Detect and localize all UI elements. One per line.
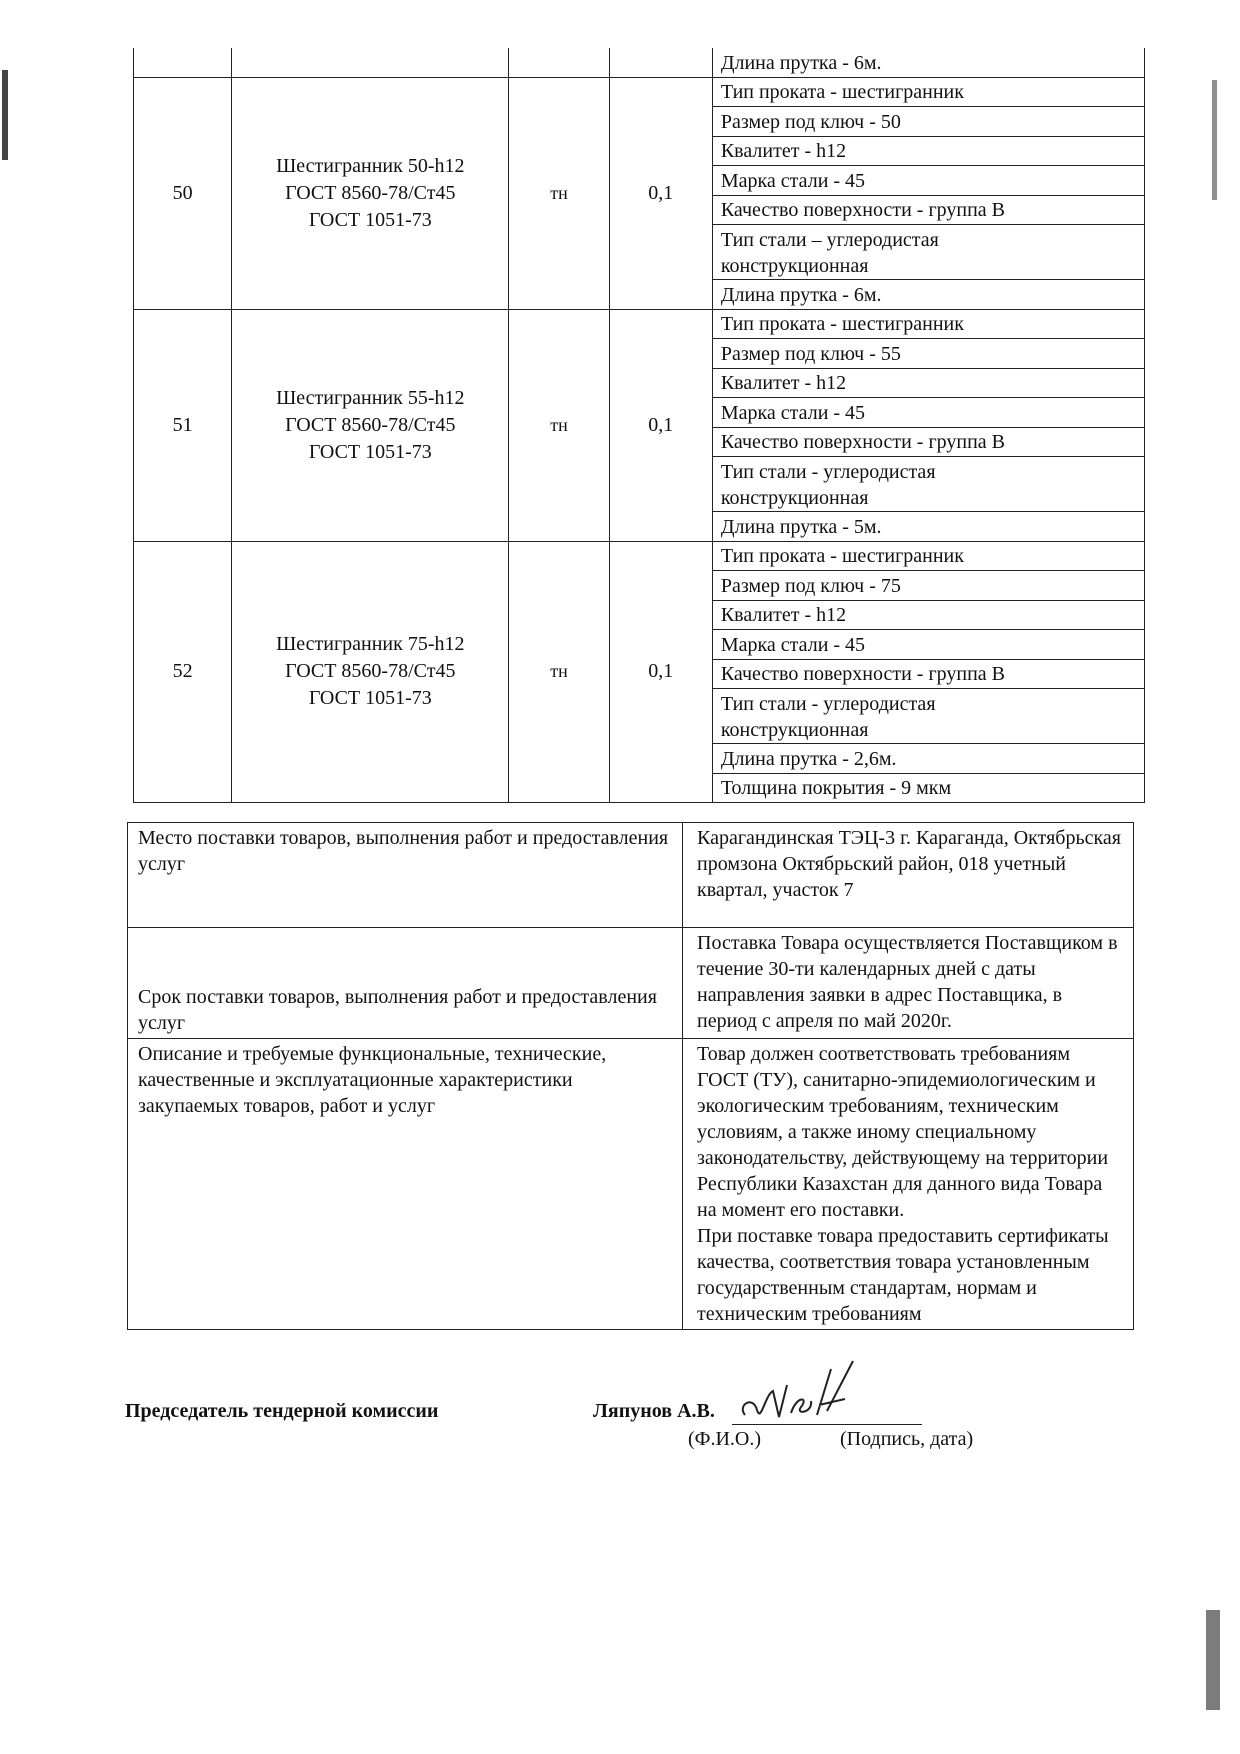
- items-table: [133, 48, 1145, 803]
- continuation-cell: [509, 48, 609, 77]
- item-name: [232, 541, 509, 803]
- item-name-line: Шестигранник 50-h12: [276, 154, 465, 177]
- spec-row: [134, 541, 1145, 571]
- item-spec: Толщина покрытия - 9 мкм: [712, 773, 1144, 803]
- item-name-line: Шестигранник 75-h12: [276, 633, 465, 656]
- item-number: 51: [134, 309, 232, 541]
- info-label: Срок поставки товаров, выполнения работ и предоставления услуг: [128, 928, 683, 1039]
- item-spec: Тип проката - шестигранник: [712, 541, 1144, 571]
- item-spec: Квалитет - h12: [712, 600, 1144, 630]
- spec-row: [134, 309, 1145, 339]
- item-name-line: ГОСТ 8560-78/Ст45: [285, 181, 456, 204]
- item-name-line: ГОСТ 8560-78/Ст45: [285, 413, 456, 436]
- item-spec: Размер под ключ - 50: [712, 107, 1144, 137]
- item-spec: Тип проката - шестигранник: [712, 77, 1144, 107]
- info-value: [683, 1039, 1134, 1330]
- spec-row: [134, 48, 1145, 77]
- info-value-paragraph: Товар должен соответствовать требованиям ГОСТ (ТУ), санитарно-эпидемиологическим и экологическим требованиям, техническим условиям, а также иному специальному законодательству, действующему на территории Республики Казахстан для данного вида Товара на момент его поставки.: [697, 1043, 1109, 1221]
- item-unit: тн: [509, 541, 609, 803]
- signature-title: Председатель тендерной комиссии: [125, 1400, 439, 1422]
- item-spec: Качество поверхности - группа В: [712, 659, 1144, 689]
- item-spec: Тип стали - углеродистая конструкционная: [712, 457, 1144, 512]
- spec-row: [134, 77, 1145, 107]
- item-name-line: Шестигранник 55-h12: [276, 386, 465, 409]
- info-row-delivery-place: [128, 823, 1134, 928]
- info-value-paragraph: При поставке товара предоставить сертификаты качества, соответствия товара установленным государственным стандартам, нормам и техническим требованиям: [697, 1225, 1109, 1325]
- item-number: 52: [134, 541, 232, 803]
- item-unit: тн: [509, 77, 609, 309]
- signature-line: [732, 1424, 922, 1425]
- info-row-delivery-term: [128, 928, 1134, 1039]
- item-spec: Квалитет - h12: [712, 368, 1144, 398]
- item-spec: Длина прутка - 5м.: [712, 512, 1144, 542]
- item-name-line: ГОСТ 1051-73: [308, 208, 432, 231]
- continuation-cell: [134, 48, 232, 77]
- caption-signature-date: (Подпись, дата): [840, 1428, 974, 1450]
- item-unit: тн: [509, 309, 609, 541]
- item-number: 50: [134, 77, 232, 309]
- item-spec: Качество поверхности - группа В: [712, 195, 1144, 225]
- scan-edge-mark: [1206, 1610, 1220, 1710]
- item-spec: Квалитет - h12: [712, 136, 1144, 166]
- continuation-cell: [232, 48, 509, 77]
- info-label: Описание и требуемые функциональные, технические, качественные и эксплуатационные характеристики закупаемых товаров, работ и услуг: [128, 1039, 683, 1330]
- item-quantity: 0,1: [609, 309, 712, 541]
- info-label: Место поставки товаров, выполнения работ и предоставления услуг: [128, 823, 683, 928]
- caption-fio: (Ф.И.О.): [688, 1428, 762, 1450]
- scan-edge-mark: [1212, 80, 1217, 200]
- item-name: [232, 77, 509, 309]
- item-quantity: 0,1: [609, 541, 712, 803]
- item-spec: Марка стали - 45: [712, 398, 1144, 428]
- item-spec: Тип проката - шестигранник: [712, 309, 1144, 339]
- item-name-line: ГОСТ 1051-73: [308, 687, 432, 710]
- item-spec: Качество поверхности - группа В: [712, 427, 1144, 457]
- item-name-line: ГОСТ 8560-78/Ст45: [285, 660, 456, 683]
- item-spec: Марка стали - 45: [712, 630, 1144, 660]
- handwritten-signature: [735, 1355, 870, 1435]
- info-value: Карагандинская ТЭЦ-3 г. Караганда, Октябрьская промзона Октябрьский район, 018 учетный квартал, участок 7: [683, 823, 1134, 928]
- info-value: Поставка Товара осуществляется Поставщиком в течение 30-ти календарных дней с даты направления заявки в адрес Поставщика, в период с апреля по май 2020г.: [683, 928, 1134, 1039]
- item-spec: Длина прутка - 6м.: [712, 280, 1144, 310]
- item-name: [232, 309, 509, 541]
- item-spec: Тип стали – углеродистая конструкционная: [712, 225, 1144, 280]
- item-spec: Длина прутка - 2,6м.: [712, 744, 1144, 774]
- item-spec: Марка стали - 45: [712, 166, 1144, 196]
- item-spec: Размер под ключ - 75: [712, 571, 1144, 601]
- item-name-line: ГОСТ 1051-73: [308, 440, 432, 463]
- scan-edge-mark: [2, 70, 8, 160]
- item-spec: Тип стали - углеродистая конструкционная: [712, 689, 1144, 744]
- continuation-cell: [609, 48, 712, 77]
- info-row-description: [128, 1039, 1134, 1330]
- item-spec: Размер под ключ - 55: [712, 339, 1144, 369]
- item-quantity: 0,1: [609, 77, 712, 309]
- signatory-name: Ляпунов А.В.: [593, 1400, 715, 1422]
- info-table: [127, 822, 1134, 1330]
- item-spec: Длина прутка - 6м.: [712, 48, 1144, 77]
